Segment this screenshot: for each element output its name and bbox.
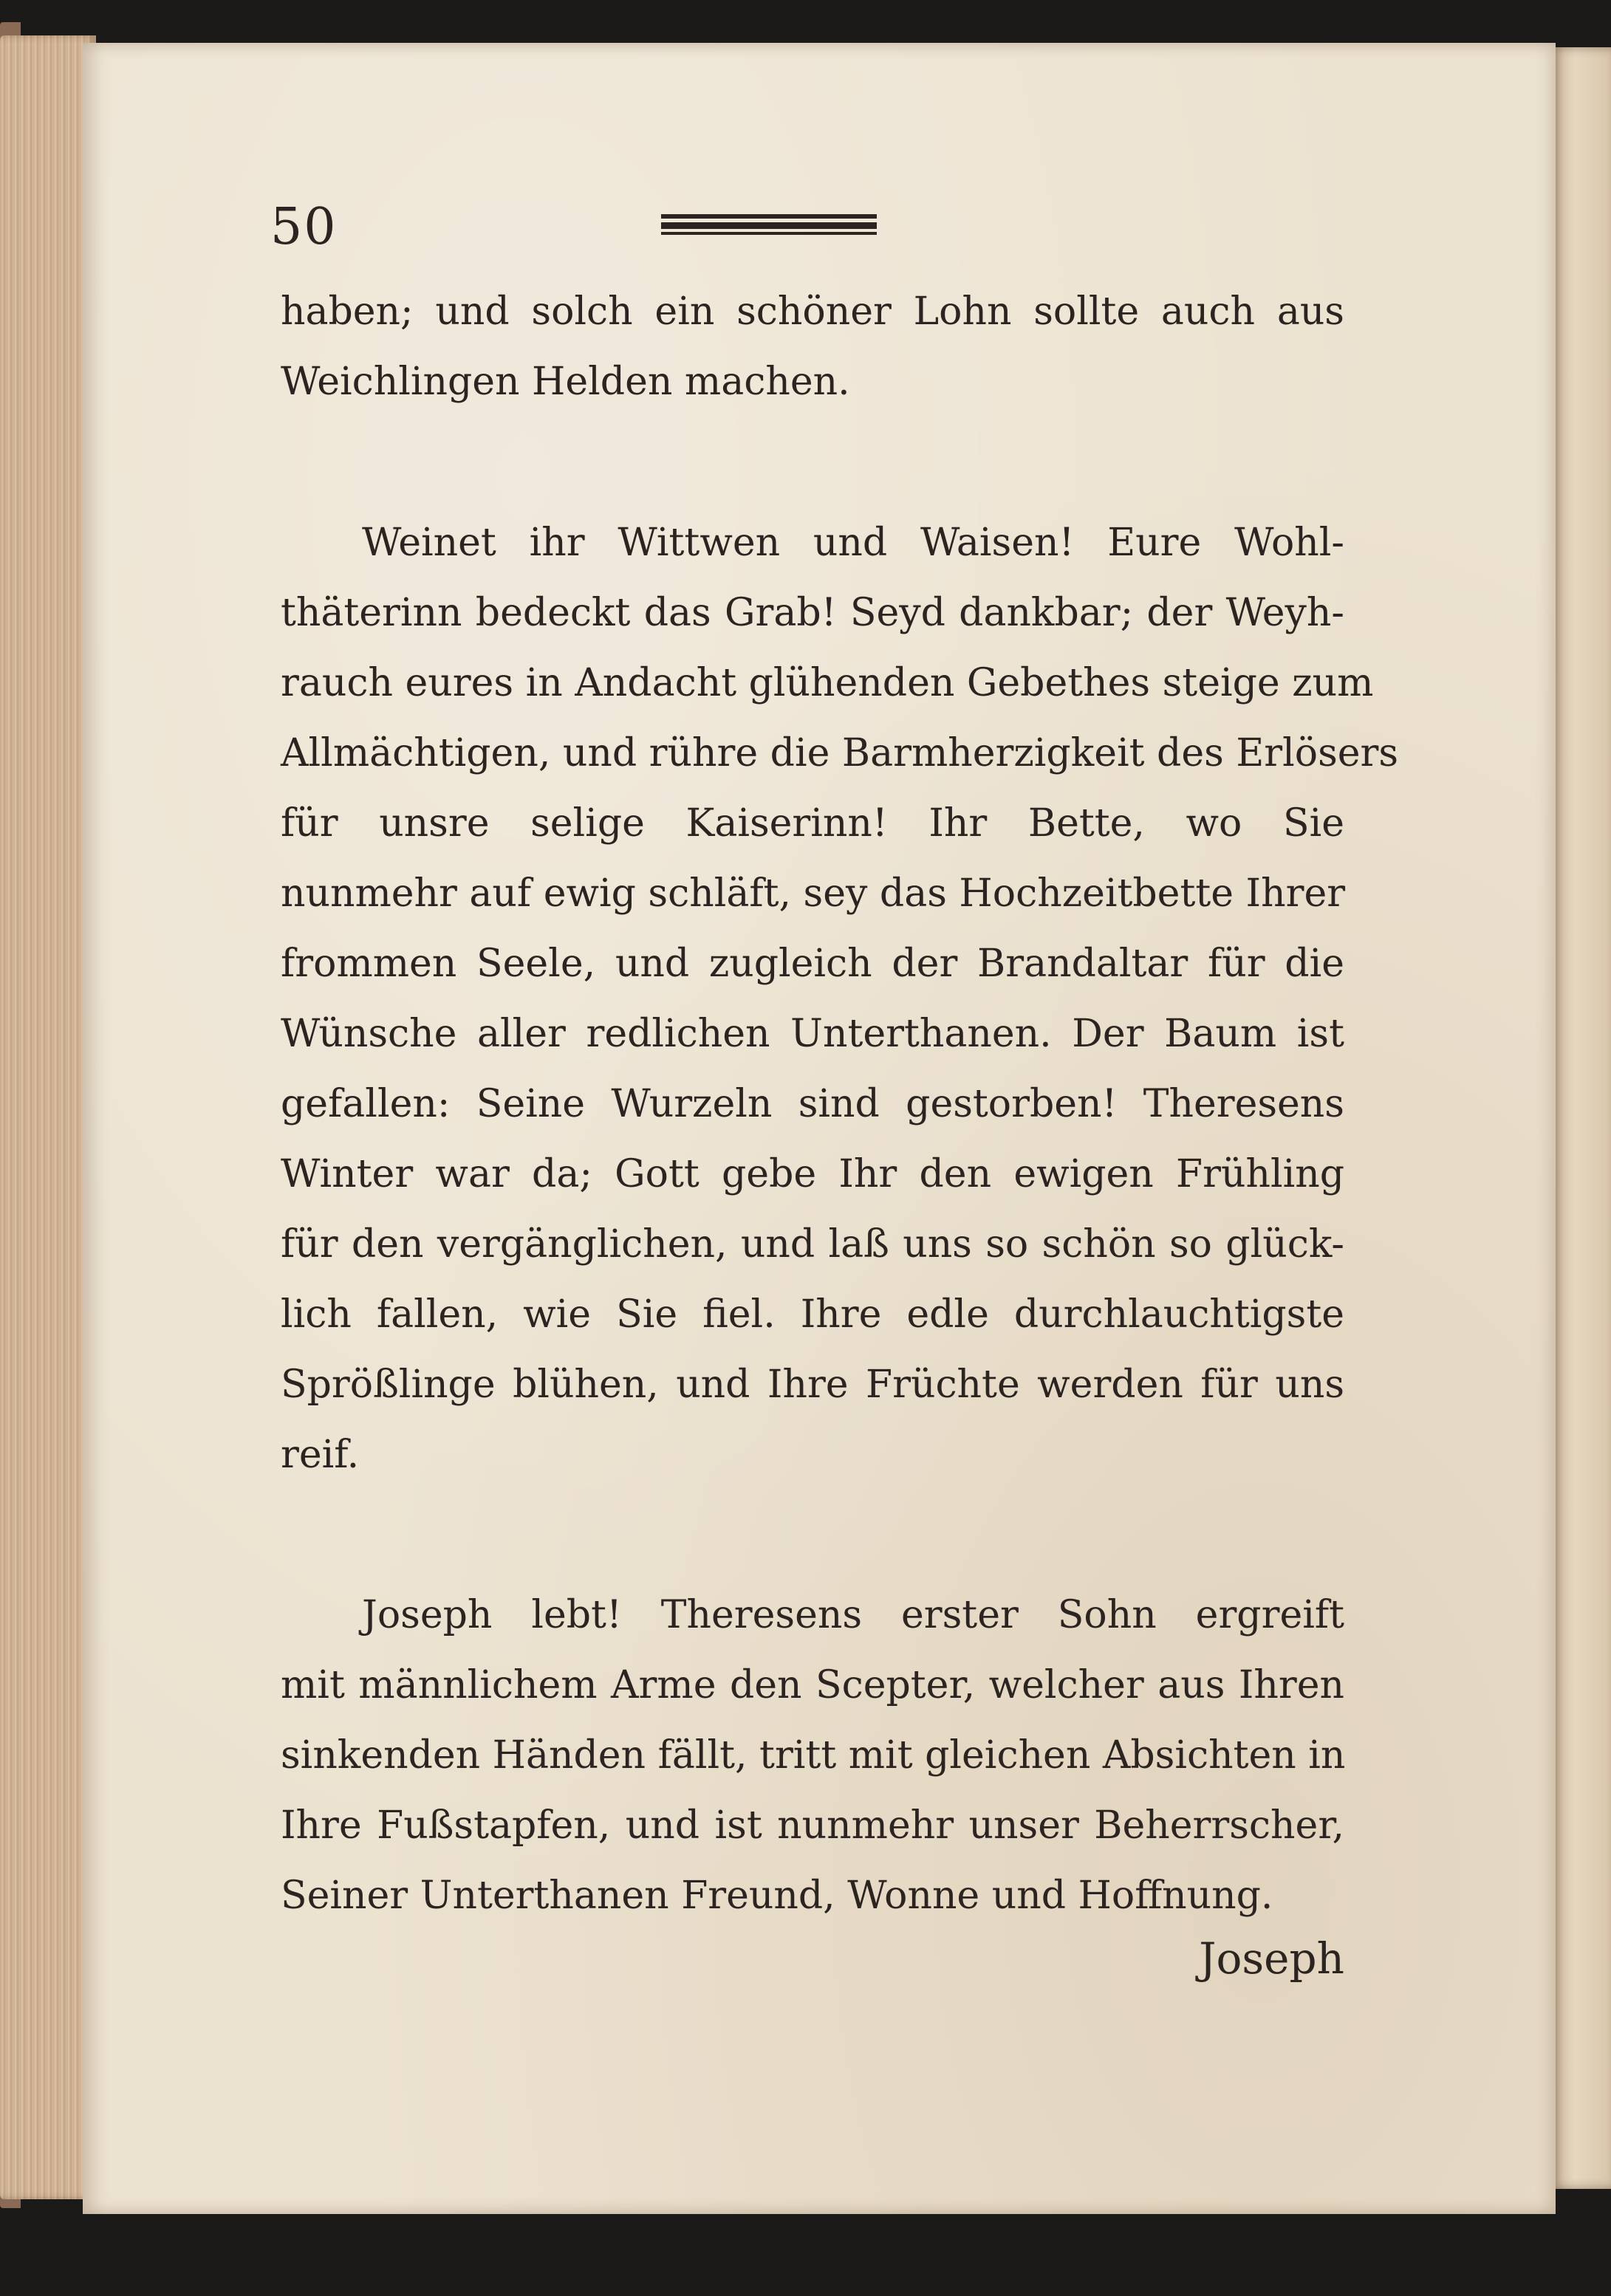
- text-line: sinkenden Händen fällt, tritt mit gleichen Absichten in: [281, 1733, 1346, 1778]
- text-line: Seiner Unterthanen Freund, Wonne und Hoffnung.: [281, 1874, 1273, 1918]
- paragraph-1: [281, 277, 1344, 417]
- page-number: 50: [270, 198, 338, 256]
- text-line: Weinet ihr Wittwen und Waisen! Eure Wohl-: [362, 521, 1344, 565]
- text-line: für den vergänglichen, und laß uns so schön so glück-: [281, 1222, 1344, 1267]
- text-line: Wünsche aller redlichen Unterthanen. Der Baum ist: [281, 1012, 1344, 1056]
- text-line: rauch eures in Andacht glühenden Gebethes steige zum: [281, 661, 1374, 705]
- header-rule-ornament: [661, 214, 877, 236]
- text-line: Ihre Fußstapfen, und ist nunmehr unser Beherrscher,: [281, 1803, 1344, 1848]
- text-line: reif.: [281, 1433, 360, 1477]
- text-line: Weichlingen Helden machen.: [281, 360, 850, 404]
- book-page-edges: [0, 35, 96, 2199]
- text-line: thäterinn bedeckt das Grab! Seyd dankbar; der Weyh-: [281, 591, 1344, 635]
- text-line: mit männlichem Arme den Scepter, welcher aus Ihren: [281, 1663, 1344, 1707]
- text-line: für unsre selige Kaiserinn! Ihr Bette, wo Sie: [281, 801, 1344, 846]
- text-line: Sprößlinge blühen, und Ihre Früchte werden für uns: [281, 1363, 1344, 1407]
- text-line: lich fallen, wie Sie fiel. Ihre edle durchlauchtigste: [281, 1292, 1344, 1337]
- paragraph-3: [281, 1580, 1344, 1931]
- text-line: haben; und solch ein schöner Lohn sollte auch aus: [281, 289, 1344, 334]
- text-line: Joseph lebt! Theresens erster Sohn ergreift: [362, 1593, 1344, 1637]
- text-line: Winter war da; Gott gebe Ihr den ewigen Frühling: [281, 1152, 1344, 1196]
- paragraph-2: [281, 508, 1399, 1490]
- facing-page-edge: [1550, 47, 1611, 2189]
- catchword: Joseph: [1199, 1933, 1344, 1984]
- text-line: Allmächtigen, und rühre die Barmherzigkeit des Erlösers: [281, 731, 1399, 775]
- text-line: gefallen: Seine Wurzeln sind gestorben! Theresens: [281, 1082, 1344, 1126]
- text-line: nunmehr auf ewig schläft, sey das Hochzeitbette Ihrer: [281, 871, 1346, 916]
- text-line: frommen Seele, und zugleich der Brandaltar für die: [281, 942, 1344, 986]
